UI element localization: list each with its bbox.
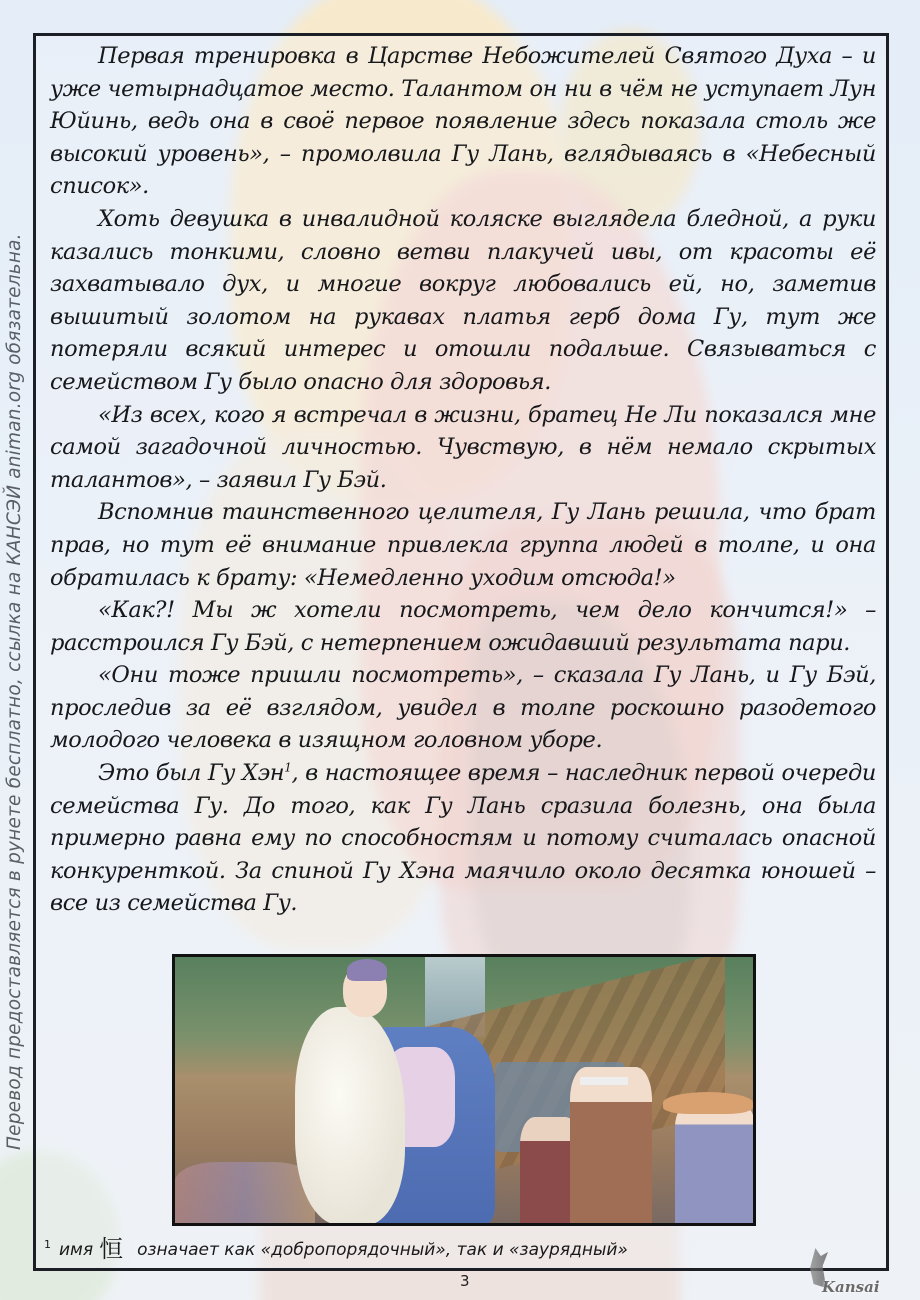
story-text — [50, 40, 876, 920]
footnote-text: означает как «добропорядочный», так и «заурядный» — [137, 1240, 628, 1260]
paragraph: Хоть девушка в инвалидной коляске выглядела бледной, а руки казались тонкими, словно ветви плакучей ивы, от красоты её захватывало дух, и многие вокруг любовались ей, но, заметив вышитый золотом на рукавах платья герб дома Гу, тут же потеряли всякий интерес и отошли подальше. Связываться с семейством Гу было опасно для здоровья. — [50, 205, 876, 395]
footnote-reference: 1 — [284, 760, 292, 775]
paragraph — [50, 757, 876, 920]
page-number: 3 — [460, 1272, 470, 1290]
side-watermark-note: Перевод предоставляется в рунете бесплатно, ссылка на КАНСЭЙ animan.org обязательна. — [4, 233, 25, 1150]
paragraph-text: , в настоящее время – наследник первой очереди семейства Гу. До того, как Гу Лань сразила болезнь, она была примерно равна ему по способностям и потому считалась опасной конкуренткой. За спиной Гу Хэна маячило около десятка юношей – все из семейства Гу. — [50, 760, 876, 917]
manga-illustration — [172, 954, 756, 1226]
footnote — [44, 1229, 628, 1264]
paragraph: «Из всех, кого я встречал в жизни, братец Не Ли показался мне самой загадочной личностью. Чувствую, в нём немало скрытых талантов», – заявил Гу Бэй. — [50, 401, 876, 493]
paragraph: «Как?! Мы ж хотели посмотреть, чем дело кончится!» – расстроился Гу Бэй, с нетерпением ожидавший результата пари. — [50, 597, 876, 656]
paragraph: Первая тренировка в Царстве Небожителей Святого Духа – и уже четырнадцатое место. Талантом он ни в чём не уступает Лун Юйинь, ведь она в своё первое появление здесь показала столь же высокий уровень», – промолвила Гу Лань, вглядываясь в «Небесный список». — [50, 43, 876, 200]
paragraph-text: Это был Гу Хэн — [98, 760, 285, 787]
paragraph: Вспомнив таинственного целителя, Гу Лань решила, что брат прав, но тут её внимание привлекла группа людей в толпе, и она обратилась к брату: «Немедленно уходим отсюда!» — [50, 499, 876, 591]
paragraph: «Они тоже пришли посмотреть», – сказала Гу Лань, и Гу Бэй, проследив за её взглядом, увидел в толпе роскошно разодетого молодого человека в изящном головном уборе. — [50, 662, 876, 754]
footnote-marker: 1 — [44, 1238, 51, 1252]
logo-text: Kansai — [822, 1278, 880, 1296]
text-frame — [33, 33, 889, 1271]
footnote-hanzi: 恒 — [99, 1235, 124, 1263]
kansai-logo — [808, 1248, 880, 1298]
footnote-prefix: имя — [59, 1240, 94, 1260]
